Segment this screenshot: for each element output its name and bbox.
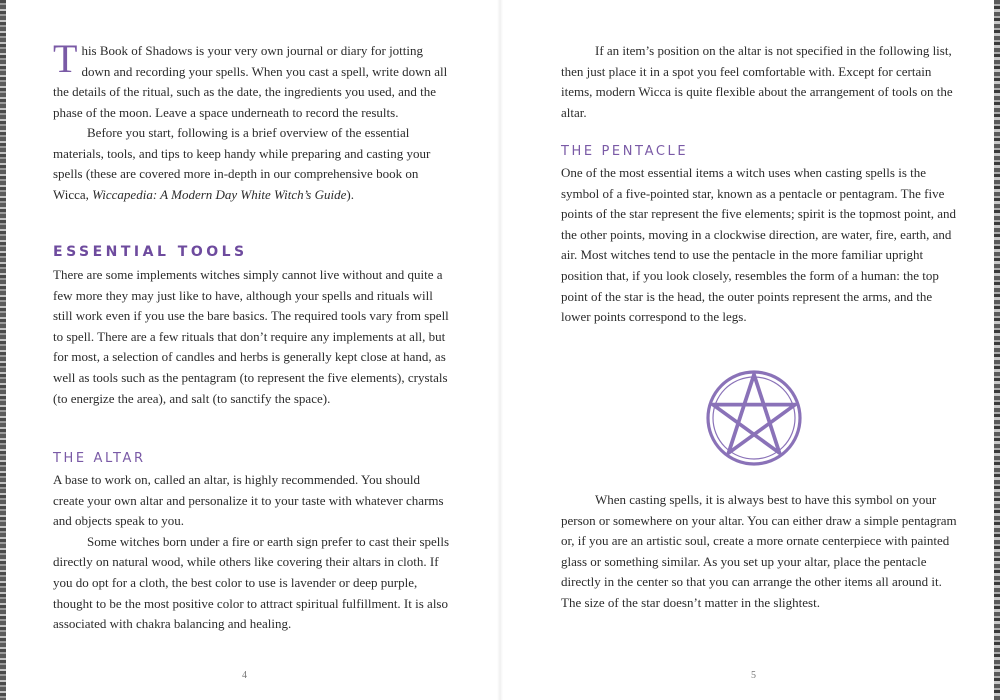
intro2-paragraph: Before you start, following is a brief overview of the essential materials, tools, and tips to keep handy while preparing and casting your spells (these are covered more in-depth in our comprehensive book on Wicca, Wiccapedia: A Modern Day White Witch’s Guide). (53, 125, 431, 202)
position-paragraph: If an item’s position on the altar is not specified in the following list, then just place it in a spot you feel comfortable with. Except for certain items, modern Wicca is quite flexible about the arrangement of tools on the altar. (561, 43, 953, 120)
book-gutter (497, 0, 503, 700)
right-page (561, 0, 961, 700)
casting-section (561, 490, 961, 614)
drop-cap: T (53, 36, 78, 81)
altar-paragraph-1: A base to work on, called an altar, is highly recommended. You should create your own altar and personalize it to your taste with whatever charms and objects speak to you. (53, 472, 444, 529)
essential-tools-heading: ESSENTIAL TOOLS (53, 244, 248, 260)
left-page (53, 0, 453, 700)
position-section (561, 41, 961, 123)
altar-paragraph-2: Some witches born under a fire or earth sign prefer to cast their spells directly on natural wood, while others like covering their altars in cloth. If you do opt for a cloth, the best color to use is lavender or deep purple, thought to be the most positive color to attract spiritual fulfillment. It is also associated with chakra balancing and healing. (53, 533, 450, 632)
pentacle-heading: THE PENTACLE (561, 144, 689, 159)
intro-section (53, 36, 453, 123)
casting-paragraph: When casting spells, it is always best to have this symbol on your person or somewhere on your altar. You can either draw a simple pentagram or, if you are an artistic soul, create a more ornate centerpiece with painted glass or something similar. As you set up your altar, place the pentacle directly in the center so that you can arrange the other items all around it. The size of the star doesn’t matter in the slightest. (561, 492, 957, 610)
page-number-left: 4 (242, 670, 247, 681)
altar-section (53, 470, 453, 635)
book-edge-right (994, 0, 1000, 700)
intro-text: his Book of Shadows is your very own journal or diary for jotting down and recording your spells. When you cast a spell, write down all the details of the ritual, such as the date, the ingredients you used, and the phase of the moon. Leave a space underneath to record the results. (53, 43, 448, 120)
intro2-section (53, 123, 453, 205)
book-edge-left (0, 0, 6, 700)
tools-paragraph: There are some implements witches simply cannot live without and quite a few more they may just like to have, although your spells and rituals will still work even if you use the bare basics. The required tools vary from spell to spell. There are a few rituals that don’t require any implements at all, but for most, a selection of candles and herbs is generally kept close at hand, as well as tools such as the pentagram (to represent the five elements), crystals (to energize the area), and salt (to sanctify the space). (53, 267, 449, 406)
page-number-right: 5 (751, 670, 756, 681)
pentacle-icon (701, 368, 807, 468)
pentacle-paragraph: One of the most essential items a witch uses when casting spells is the symbol of a five-pointed star, known as a pentacle or pentagram. The five points of the star represent the five elements; spirit is the topmost point, and the other points, moving in a clockwise direction, are water, fire, earth, and air. Most witches tend to use the pentacle in the more familiar upright position that, if you look closely, resembles the form of a human: the top point of the star is the head, the outer points represent the arms, and the lower points correspond to the legs. (561, 165, 956, 325)
tools-section (53, 265, 453, 409)
intro-paragraph (53, 36, 453, 123)
altar-heading: THE ALTAR (53, 451, 146, 466)
book-title: Wiccapedia: A Modern Day White Witch’s Guide (92, 186, 347, 202)
pentacle-section (561, 163, 961, 328)
